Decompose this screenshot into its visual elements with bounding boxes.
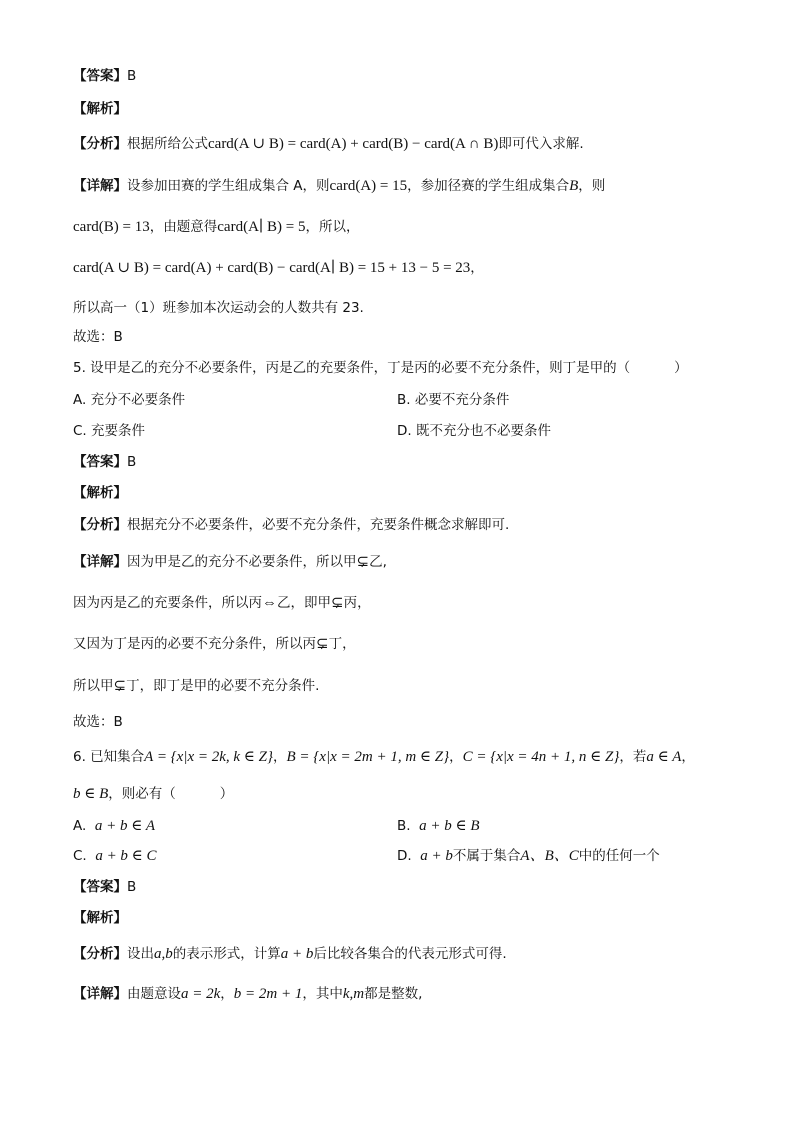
fenxi-tag: 【分析】: [73, 946, 127, 962]
xj-text: 乙,: [369, 554, 387, 570]
xj-text: 因为甲是乙的充分不必要条件，所以甲: [127, 554, 357, 570]
q5-stem: [73, 358, 688, 378]
separator: ，: [449, 749, 463, 765]
xj-text: ，参加径赛的学生组成集合: [407, 178, 570, 194]
a-in-a: a ∈ A: [646, 749, 682, 765]
option-d-sets: A、B、C: [520, 848, 579, 864]
q6-option-c: [73, 846, 157, 866]
q5-analysis-heading: [73, 483, 127, 503]
q5-xiangjie-line-1: [73, 552, 387, 572]
q6-xiangjie-line: [73, 984, 422, 1004]
option-c-math: a + b ∈ C: [95, 848, 157, 864]
q4-choose: 故选：B: [73, 329, 123, 345]
fenxi-tag: 【分析】: [73, 517, 127, 533]
answer-tag: 【答案】: [73, 68, 127, 84]
card-b-formula: card(B) = 13: [73, 219, 150, 235]
equivalence-arrow: ⇔: [262, 595, 277, 611]
fenxi-text: 根据充分不必要条件，必要不充分条件，充要条件概念求解即可.: [127, 517, 510, 533]
card-union-computation: card(A ∪ B) = card(A) + card(B) − card(A∣ B) = 15 + 13 − 5 = 23: [73, 260, 471, 276]
xj-text: 所以甲: [73, 678, 114, 694]
option-d-math: a + b: [420, 848, 453, 864]
q6-stem-text: ，若: [619, 749, 647, 765]
xiangjie-tag: 【详解】: [73, 986, 127, 1002]
option-label: B.: [397, 818, 411, 834]
q5-xiangjie-line-4: [73, 676, 319, 696]
xj-text: ，所以，: [305, 219, 360, 235]
analysis-tag: 【解析】: [73, 485, 127, 501]
fenxi-text: 后比较各集合的代表元形式可得.: [313, 946, 507, 962]
xj-text: ，: [470, 260, 484, 276]
option-d-tail: 中的任何一个: [578, 848, 660, 864]
answer-tag: 【答案】: [73, 879, 127, 895]
xj-text: 都是整数,: [364, 986, 423, 1002]
q5-xiangjie-line-2: [73, 593, 371, 613]
option-d-text: 不属于集合: [452, 848, 521, 864]
answer-value: B: [127, 454, 137, 470]
q4-analysis-heading: [73, 99, 127, 119]
ab-vars: a,b: [154, 946, 173, 962]
option-b-math: a + b ∈ B: [419, 818, 480, 834]
q6-analysis-heading: [73, 908, 127, 928]
q6-stem-text: ，则必有（: [108, 786, 176, 802]
b-expr: b = 2m + 1: [233, 986, 303, 1002]
answer-value: B: [127, 68, 137, 84]
q6-option-a: [73, 816, 155, 836]
q5-option-d: D. 既不充分也不必要条件: [397, 423, 551, 439]
q4-xiangjie-line-1: [73, 176, 605, 196]
q4-answer-line: [73, 66, 136, 86]
set-c-definition: C = {x|x = 4n + 1, n ∈ Z}: [462, 749, 620, 765]
q5-option-a: A. 充分不必要条件: [73, 392, 186, 408]
q4-xiangjie-line-2: [73, 217, 359, 237]
fenxi-text-end: 即可代入求解.: [498, 136, 584, 152]
proper-subset-symbol: ⊊: [316, 636, 329, 652]
q5-answer-line: [73, 452, 136, 472]
xj-text: 由题意设: [127, 986, 181, 1002]
xj-text: 丁，即丁是甲的必要不充分条件.: [126, 678, 320, 694]
q4-fenxi-line: [73, 134, 584, 154]
q6-stem-line-1: [73, 747, 695, 767]
q6-fenxi-line: [73, 944, 507, 964]
card-intersection-formula: card(A∣ B) = 5: [217, 219, 306, 235]
xj-text: 丙，: [343, 595, 371, 611]
card-formula: card(A ∪ B) = card(A) + card(B) − card(A ∩ B): [208, 136, 499, 152]
xj-text: ，由题意得: [149, 219, 218, 235]
answer-tag: 【答案】: [73, 454, 127, 470]
xj-text: ，其中: [302, 986, 343, 1002]
q6-option-d: [397, 846, 660, 866]
analysis-tag: 【解析】: [73, 910, 127, 926]
xj-text: 因为丙是乙的充要条件，所以丙: [73, 595, 262, 611]
proper-subset-symbol: ⊊: [356, 554, 370, 570]
analysis-tag: 【解析】: [73, 101, 127, 117]
separator: ，: [273, 749, 287, 765]
xj-text: 设参加田赛的学生组成集合 A，则: [127, 178, 330, 194]
answer-value: B: [127, 879, 137, 895]
separator: ，: [220, 986, 234, 1002]
xj-text: 丁，: [328, 636, 356, 652]
q6-option-b: [397, 816, 480, 836]
q6-stem-text: 6. 已知集合: [73, 749, 145, 765]
option-label: D.: [397, 848, 412, 864]
q5-fenxi-line: [73, 515, 509, 535]
fenxi-text: 设出: [127, 946, 154, 962]
set-b-definition: B = {x|x = 2m + 1, m ∈ Z}: [286, 749, 450, 765]
xj-text: 又因为丁是丙的必要不充分条件，所以丙: [73, 636, 316, 652]
q6-answer-line: [73, 877, 136, 897]
xj-text: 乙，即甲: [277, 595, 331, 611]
q4-xiangjie-line-3: [73, 258, 484, 278]
fenxi-text: 根据所给公式: [127, 136, 208, 152]
q5-choose: 故选：B: [73, 714, 123, 730]
set-a-definition: A = {x|x = 2k, k ∈ Z}: [144, 749, 274, 765]
separator: ，: [681, 749, 695, 765]
a-expr: a = 2k: [181, 986, 221, 1002]
q5-stem-text: 5. 设甲是乙的充分不必要条件，丙是乙的充要条件，丁是丙的必要不充分条件，则丁是甲的（: [73, 360, 631, 376]
option-a-math: a + b ∈ A: [94, 818, 156, 834]
q5-option-b: B. 必要不充分条件: [397, 392, 510, 408]
xiangjie-tag: 【详解】: [73, 554, 127, 570]
q4-conclusion: 所以高一（1）班参加本次运动会的人数共有 23.: [73, 300, 364, 316]
q5-option-c: C. 充要条件: [73, 423, 146, 439]
sum-expr: a + b: [280, 946, 314, 962]
card-a-formula: card(A) = 15: [329, 178, 408, 194]
option-label: C.: [73, 848, 87, 864]
q5-stem-end: ）: [674, 360, 688, 376]
q6-stem-line-2: [73, 784, 233, 804]
q6-stem-end: ）: [219, 786, 234, 802]
set-b-symbol: B: [569, 178, 579, 194]
option-label: A.: [73, 818, 87, 834]
km-vars: k,m: [342, 986, 365, 1002]
proper-subset-symbol: ⊊: [113, 678, 127, 694]
fenxi-tag: 【分析】: [73, 136, 127, 152]
proper-subset-symbol: ⊊: [331, 595, 344, 611]
q5-xiangjie-line-3: [73, 634, 356, 654]
xj-text: ，则: [578, 178, 606, 194]
xiangjie-tag: 【详解】: [73, 178, 127, 194]
fenxi-text: 的表示形式，计算: [172, 946, 281, 962]
b-in-b: b ∈ B: [73, 786, 109, 802]
